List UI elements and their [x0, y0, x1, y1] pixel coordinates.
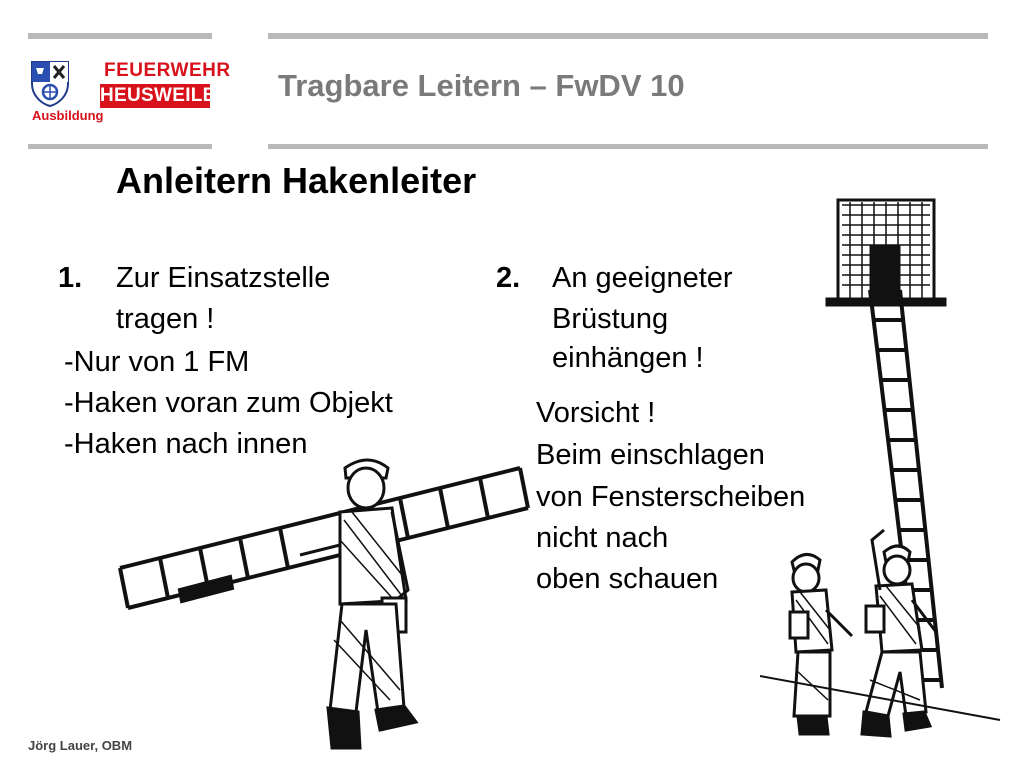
step2-text-line2: Brüstung — [552, 303, 669, 335]
step2-text-line1: An geeigneter — [552, 262, 733, 294]
step2-number: 2. — [496, 262, 521, 294]
warning-line-5: oben schauen — [536, 563, 719, 595]
step2-text-line3: einhängen ! — [552, 342, 704, 374]
footer-author: Jörg Lauer, OBM — [28, 738, 133, 753]
step1-bullet-1: -Nur von 1 FM — [64, 346, 250, 378]
warning-line-1: Vorsicht ! — [536, 397, 656, 429]
step1-bullet-3: -Haken nach innen — [64, 428, 308, 460]
firefighter-carrying-illustration — [300, 460, 416, 748]
slide-title: Anleitern Hakenleiter — [116, 160, 477, 201]
warning-line-2: Beim einschlagen — [536, 439, 765, 471]
warning-line-3: von Fensterscheiben — [536, 481, 806, 513]
warning-line-4: nicht nach — [536, 522, 669, 554]
step1-text-line2: tragen ! — [116, 303, 215, 335]
logo-line-3: Ausbildung — [32, 108, 104, 123]
logo-line-1: FEUERWEHR — [104, 60, 231, 81]
window-illustration — [826, 200, 946, 306]
carried-ladder-illustration — [120, 468, 528, 608]
step1-text-line1: Zur Einsatzstelle — [116, 262, 331, 294]
header-title: Tragbare Leitern – FwDV 10 — [278, 68, 685, 103]
step1-number: 1. — [58, 262, 83, 294]
step1-bullet-2: -Haken voran zum Objekt — [64, 387, 393, 419]
logo-line-2: HEUSWEILER — [100, 85, 230, 106]
